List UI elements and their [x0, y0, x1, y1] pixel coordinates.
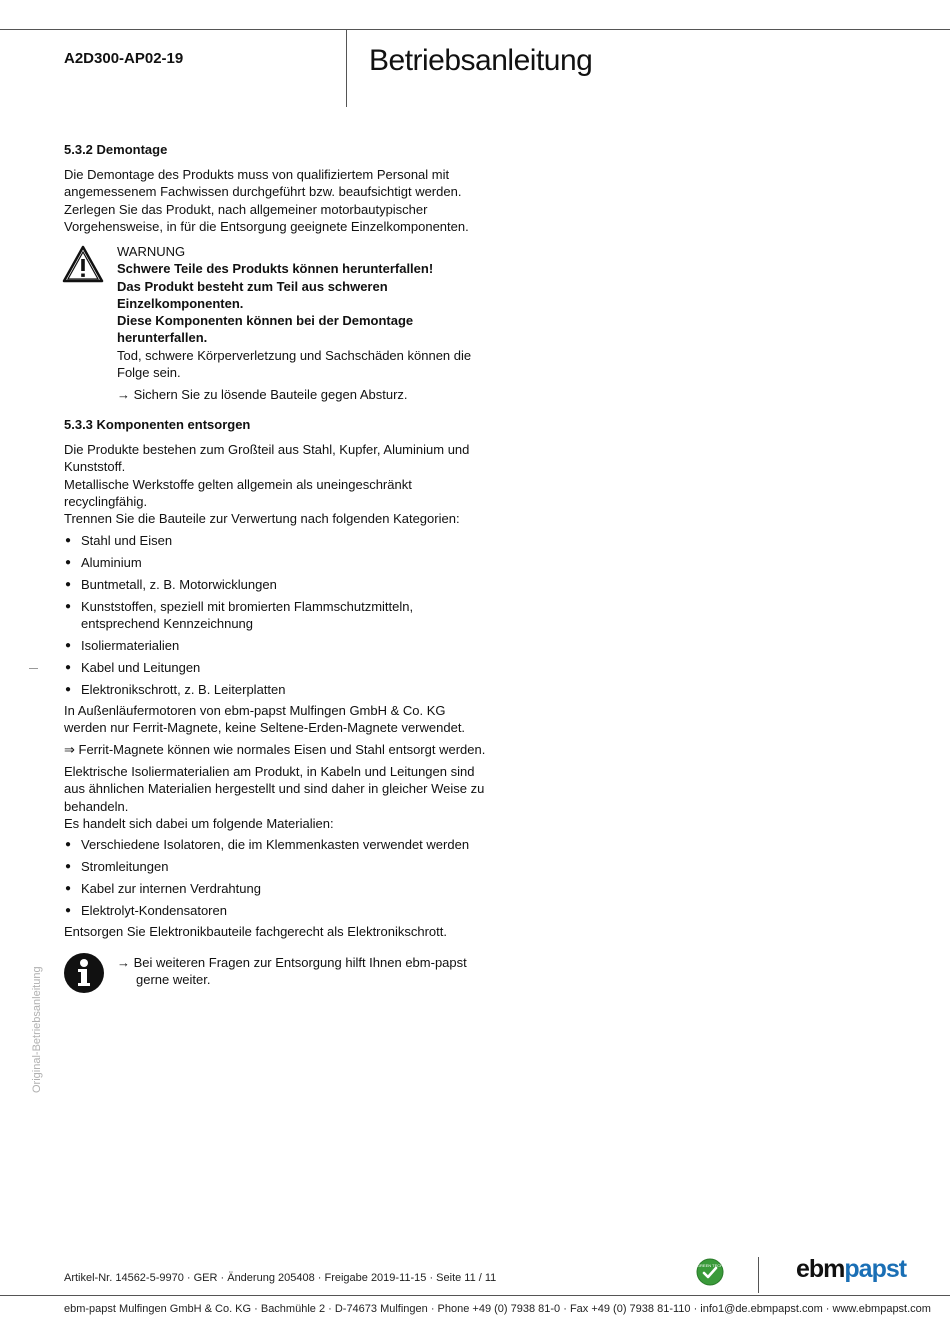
demontage-paragraph [64, 166, 469, 235]
header-divider [346, 29, 347, 107]
warning-line: Schwere Teile des Produkts können herunterfallen! [117, 261, 434, 277]
bullet-icon: ● [65, 839, 72, 850]
paragraph-line: recyclingfähig. [64, 493, 148, 509]
list-item: ● Kabel zur internen Verdrahtung [65, 880, 261, 896]
paragraph-line: behandeln. [64, 798, 129, 814]
header-top-rule [0, 29, 950, 30]
section-heading-demontage: 5.3.2 Demontage [64, 142, 168, 157]
footer-address: ebm-papst Mulfingen GmbH & Co. KG · Bachmühle 2 · D-74673 Mulfingen · Phone +49 (0) 7938 81-0 · Fax +49 (0) 7938 81-110 · info1@de.ebmpapst.com · www.ebmpapst.com [64, 1303, 931, 1315]
footer-divider [758, 1257, 759, 1293]
document-title: Betriebsanleitung [369, 44, 593, 77]
bullet-icon: ● [65, 882, 72, 894]
bullet-icon: ● [65, 683, 72, 695]
closing-paragraph: Entsorgen Sie Elektronikbauteile fachgerecht als Elektronikschrott. [64, 924, 447, 939]
paragraph-line: Die Produkte bestehen zum Großteil aus Stahl, Kupfer, Aluminium und [64, 442, 470, 457]
bullet-icon: ● [65, 578, 72, 590]
insulation-paragraph [64, 763, 484, 832]
paragraph-line: angemessenem Fachwissen durchgeführt bzw. beaufsichtigt werden. [64, 184, 462, 200]
warning-line: herunterfallen. [117, 330, 208, 346]
list-item: ● Buntmetall, z. B. Motorwicklungen [65, 576, 277, 592]
warning-action: → Sichern Sie zu lösende Bauteile gegen Absturz. [117, 387, 408, 403]
paragraph-line: Die Demontage des Produkts muss von qualifiziertem Personal mit [64, 167, 450, 182]
list-item: ● Aluminium [65, 554, 142, 570]
paragraph-line: Zerlegen Sie das Produkt, nach allgemeiner motorbautypischer [64, 201, 428, 217]
warning-title: WARNUNG [117, 244, 186, 259]
paragraph-line: Metallische Werkstoffe gelten allgemein als uneingeschränkt [64, 476, 412, 492]
greentech-logo [696, 1258, 724, 1291]
model-number: A2D300-AP02-19 [64, 50, 184, 67]
warning-line: Einzelkomponenten. [117, 295, 244, 311]
info-text [117, 954, 467, 989]
warning-triangle-icon [62, 245, 104, 288]
list-item: ● Verschiedene Isolatoren, die im Klemmenkasten verwendet werden [65, 837, 470, 852]
list-item: ● Kabel und Leitungen [65, 659, 201, 675]
list-item: ● Elektronikschrott, z. B. Leiterplatten [65, 681, 286, 697]
list-item: ● Kunststoffen, speziell mit bromierten Flammschutzmitteln, entsprechend Kennzeichnung [65, 598, 414, 631]
paragraph-line: Elektrische Isoliermaterialien am Produkt, in Kabeln und Leitungen sind [64, 764, 475, 779]
list-item: ● Stahl und Eisen [65, 533, 173, 548]
paragraph-line: Trennen Sie die Bauteile zur Verwertung nach folgenden Kategorien: [64, 511, 460, 527]
svg-text:GREEN TECH: GREEN TECH [696, 1263, 724, 1268]
materials-list [64, 836, 469, 919]
paragraph-line: Kunststoff. [64, 459, 126, 475]
section-heading-komponenten-entsorgen: 5.3.3 Komponenten entsorgen [64, 417, 251, 432]
paragraph-line: aus ähnlichen Materialien hergestellt und sind daher in gleicher Weise zu [64, 781, 485, 797]
bullet-icon: ● [65, 661, 72, 673]
paragraph-line: werden nur Ferrit-Magnete, keine Seltene-Erden-Magnete verwendet. [64, 720, 466, 736]
bullet-icon: ● [65, 600, 72, 612]
ebmpapst-logo: ebmpapst [796, 1255, 907, 1283]
paragraph-line: In Außenläufermotoren von ebm-papst Mulfingen GmbH & Co. KG [64, 703, 446, 718]
bullet-icon: ● [65, 860, 72, 872]
list-item: ● Stromleitungen [65, 858, 169, 874]
paragraph-line: Es handelt sich dabei um folgende Materialien: [64, 815, 334, 831]
magnet-paragraph [64, 702, 465, 737]
bullet-icon: ● [65, 639, 72, 651]
bullet-icon: ● [65, 904, 72, 916]
info-line: → Bei weiteren Fragen zur Entsorgung hilft Ihnen ebm-papst [117, 955, 467, 970]
warning-block [117, 243, 471, 404]
warning-line: Das Produkt besteht zum Teil aus schweren [117, 278, 388, 294]
info-icon [63, 952, 105, 999]
warning-consequence-line: Folge sein. [117, 365, 181, 381]
bullet-icon: ● [65, 556, 72, 568]
entsorgen-intro-paragraph [64, 441, 469, 527]
list-item: ● Isoliermaterialien [65, 637, 180, 653]
magnet-result: ⇒ Ferrit-Magnete können wie normales Eisen und Stahl entsorgt werden. [64, 742, 486, 757]
warning-consequence-line: Tod, schwere Körperverletzung und Sachschäden können die [117, 347, 472, 363]
list-item: ● Elektrolyt-Kondensatoren [65, 902, 227, 918]
side-label: Original-Betriebsanleitung [31, 966, 43, 1093]
warning-line: Diese Komponenten können bei der Demontage [117, 313, 414, 329]
category-list [64, 532, 413, 698]
info-line: gerne weiter. [136, 972, 211, 988]
footer-meta: Artikel-Nr. 14562-5-9970 · GER · Änderung 205408 · Freigabe 2019-11-15 · Seite 11 / 11 [64, 1272, 497, 1284]
footer-rule [0, 1295, 950, 1296]
paragraph-line: Vorgehensweise, in für die Entsorgung geeignete Einzelkomponenten. [64, 218, 469, 234]
margin-mark [29, 668, 38, 669]
bullet-icon: ● [65, 535, 72, 546]
